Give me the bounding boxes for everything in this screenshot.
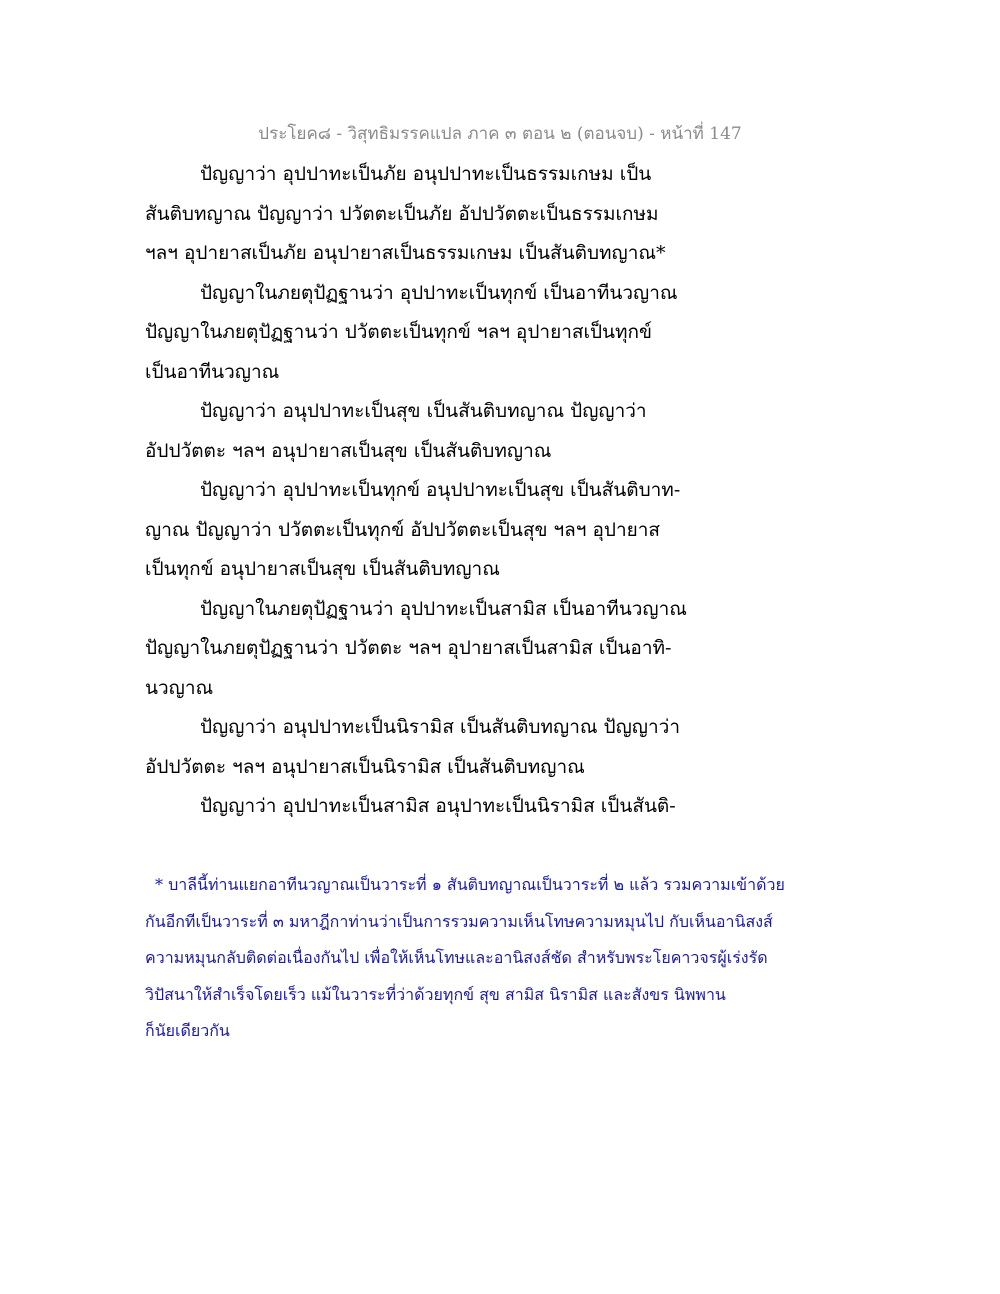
paragraph-1-line-2: สันติบทญาณ ปัญญาว่า ปวัตตะเป็นภัย อัปปวัตตะเป็นธรรมเกษม bbox=[145, 202, 659, 225]
footnote bbox=[145, 867, 845, 1050]
paragraph-4-line-2: ญาณ ปัญญาว่า ปวัตตะเป็นทุกข์ อัปปวัตตะเป็นสุข ฯลฯ อุปายาส bbox=[145, 518, 661, 541]
paragraph-5-line-2: ปัญญาในภยตุปัฏฐานว่า ปวัตตะ ฯลฯ อุปายาสเป็นสามิส เป็นอาทิ- bbox=[145, 637, 672, 659]
paragraph-5-line-1: ปัญญาในภยตุปัฏฐานว่า อุปปาทะเป็นสามิส เป็นอาทีนวญาณ bbox=[200, 597, 687, 620]
paragraph-7-line-1: ปัญญาว่า อุปปาทะเป็นสามิส อนุปาทะเป็นนิรามิส เป็นสันติ- bbox=[200, 795, 676, 817]
footnote-line-3: ความหมุนกลับติดต่อเนื่องกันไป เพื่อให้เห็นโทษและอานิสงส์ชัด สำหรับพระโยคาวจรผู้เร่งรัด bbox=[145, 948, 768, 967]
paragraph-2-line-1: ปัญญาในภยตุปัฏฐานว่า อุปปาทะเป็นทุกข์ เป็นอาทีนวญาณ bbox=[200, 281, 678, 304]
paragraph-5-line-3: นวญาณ bbox=[145, 676, 214, 699]
paragraph-4-line-1: ปัญญาว่า อุปปาทะเป็นทุกข์ อนุปปาทะเป็นสุข เป็นสันติบาท- bbox=[200, 479, 681, 501]
paragraph-1-line-3: ฯลฯ อุปายาสเป็นภัย อนุปายาสเป็นธรรมเกษม เป็นสันติบทญาณ* bbox=[145, 242, 666, 264]
footnote-line-2: กันอีกทีเป็นวาระที่ ๓ มหาฎีกาท่านว่าเป็นการรวมความเห็นโทษความหมุนไป กับเห็นอานิสงส์ bbox=[145, 911, 773, 931]
paragraph-3-line-1: ปัญญาว่า อนุปปาทะเป็นสุข เป็นสันติบทญาณ ปัญญาว่า bbox=[200, 400, 647, 422]
footnote-line-5: ก็นัยเดียวกัน bbox=[145, 1021, 230, 1040]
footnote-line-4: วิปัสนาให้สำเร็จโดยเร็ว แม้ในวาระที่ว่าด้วยทุกข์ สุข สามิส นิรามิส และสังขร นิพพาน bbox=[145, 984, 726, 1004]
paragraph-4-line-3: เป็นทุกข์ อนุปายาสเป็นสุข เป็นสันติบทญาณ bbox=[145, 558, 500, 580]
paragraph-6-line-2: อัปปวัตตะ ฯลฯ อนุปายาสเป็นนิรามิส เป็นสันติบทญาณ bbox=[145, 755, 585, 778]
paragraph-2-line-2: ปัญญาในภยตุปัฏฐานว่า ปวัตตะเป็นทุกข์ ฯลฯ อุปายาสเป็นทุกข์ bbox=[145, 321, 653, 343]
paragraph-6-line-1: ปัญญาว่า อนุปปาทะเป็นนิรามิส เป็นสันติบทญาณ ปัญญาว่า bbox=[200, 716, 680, 738]
footnote-line-1: * บาลีนี้ท่านแยกอาทีนวญาณเป็นวาระที่ ๑ สันติบทญาณเป็นวาระที่ ๒ แล้ว รวมความเข้าด้วย bbox=[155, 875, 785, 894]
main-text bbox=[145, 155, 865, 827]
running-header: ประโยค๘ - วิสุทธิมรรคแปล ภาค ๓ ตอน ๒ (ตอนจบ) - หน้าที่ 147 bbox=[258, 124, 742, 144]
paragraph-2-line-3: เป็นอาทีนวญาณ bbox=[145, 360, 280, 383]
paragraph-1-line-1: ปัญญาว่า อุปปาทะเป็นภัย อนุปปาทะเป็นธรรมเกษม เป็น bbox=[200, 163, 652, 185]
paragraph-3-line-2: อัปปวัตตะ ฯลฯ อนุปายาสเป็นสุข เป็นสันติบทญาณ bbox=[145, 439, 552, 462]
